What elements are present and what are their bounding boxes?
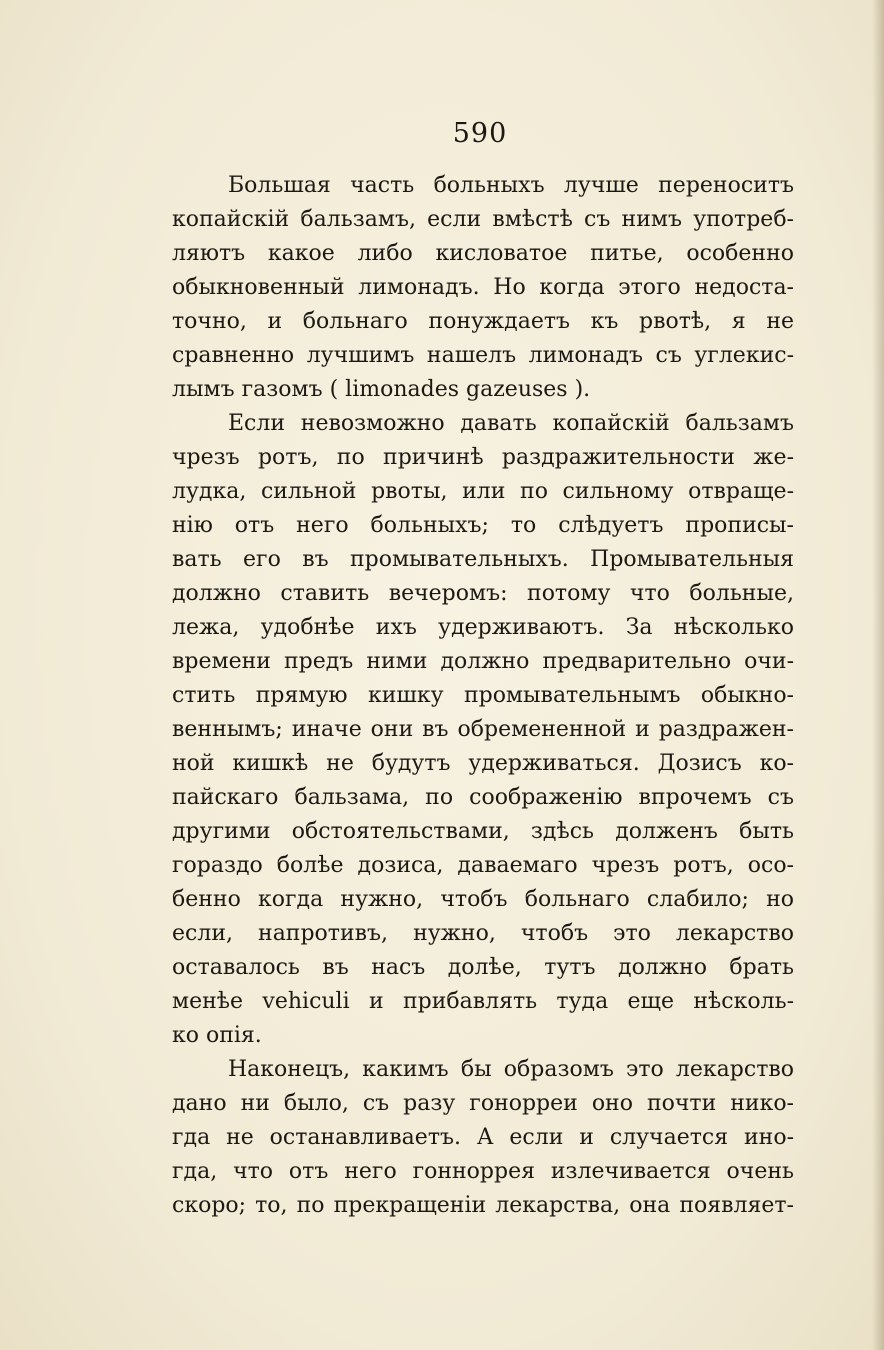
text-line: гораздо болѣе дозиса, даваемаго чрезъ ротъ, осо- [172, 853, 794, 878]
text-line: должно ставить вечеромъ: потому что больные, [172, 581, 794, 606]
text-line: копайскій бальзамъ, если вмѣстѣ съ нимъ употреб- [172, 207, 794, 232]
text-line: лежа, удобнѣе ихъ удерживаютъ. За нѣсколько [172, 615, 794, 640]
text-line: Наконецъ, какимъ бы образомъ это лекарство [228, 1057, 794, 1082]
text-line: Большая часть больныхъ лучше переноситъ [228, 173, 794, 198]
text-line: чрезъ ротъ, по причинѣ раздражительности же- [172, 445, 794, 470]
text-line: дано ни было, съ разу гонорреи оно почти нико- [172, 1091, 794, 1116]
text-line: бенно когда нужно, чтобъ больнаго слабило; но [172, 887, 794, 912]
text-line: гда, что отъ него гонноррея излечивается очень [172, 1159, 794, 1184]
page-number: 590 [452, 118, 508, 149]
text-line: другими обстоятельствами, здѣсь долженъ быть [172, 819, 794, 844]
text-line: нію отъ него больныхъ; то слѣдуетъ прописы- [172, 513, 794, 538]
text-line: обыкновенный лимонадъ. Но когда этого недоста- [172, 275, 794, 300]
text-line: точно, и больнаго понуждаетъ къ рвотѣ, я не [172, 309, 794, 334]
text-line: ляютъ какое либо кисловатое питье, особенно [172, 241, 794, 266]
text-line: стить прямую кишку промывательнымъ обыкно- [172, 683, 794, 708]
text-line: лудка, сильной рвоты, или по сильному отвраще- [172, 479, 794, 504]
text-line: менѣе vehiculi и прибавлять туда еще нѣсколь- [172, 989, 794, 1014]
text-line: пайскаго бальзама, по соображенію впрочемъ съ [172, 785, 794, 810]
text-line: оставалось въ насъ долѣе, тутъ должно брать [172, 955, 794, 980]
text-line: веннымъ; иначе они въ обремененной и раздражен- [172, 717, 794, 742]
text-line: вать его въ промывательныхъ. Промывательныя [172, 547, 794, 572]
text-line: сравненно лучшимъ нашелъ лимонадъ съ углекис- [172, 343, 794, 368]
text-line: гда не останавливаетъ. А если и случается ино- [172, 1125, 794, 1150]
text-line: ко опія. [172, 1023, 262, 1048]
text-line: лымъ газомъ ( limonades gazeuses ). [172, 377, 591, 402]
text-line: времени предъ ними должно предварительно очи- [172, 649, 794, 674]
text-line: ной кишкѣ не будутъ удерживаться. Дозисъ ко- [172, 751, 794, 776]
text-line: если, напротивъ, нужно, чтобъ это лекарство [172, 921, 794, 946]
page-edge-shadow [872, 0, 884, 1350]
text-line: скоро; то, по прекращеніи лекарства, она появляет- [172, 1193, 794, 1218]
text-line: Если невозможно давать копайскій бальзамъ [228, 411, 794, 436]
